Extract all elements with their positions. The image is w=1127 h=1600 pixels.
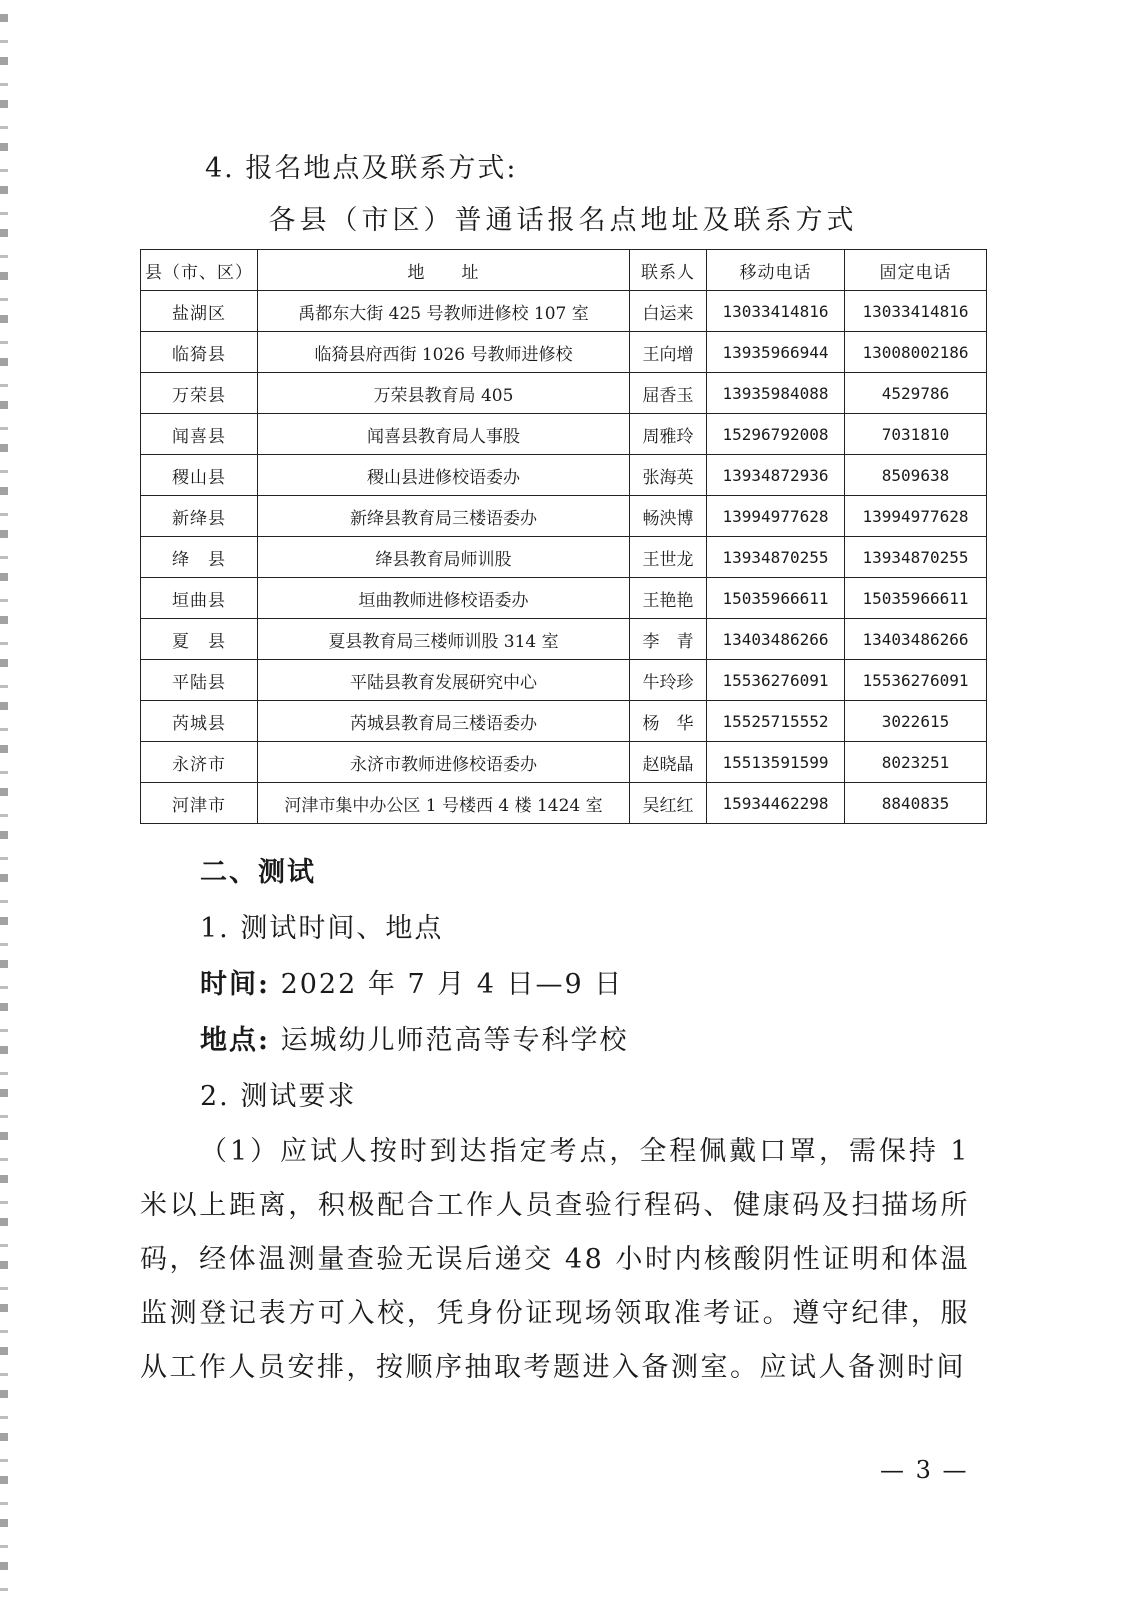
cell-address: 临猗县府西街 1026 号教师进修校 <box>258 332 630 373</box>
cell-phone: 7031810 <box>845 414 987 455</box>
table-row <box>141 414 987 455</box>
header-address: 地 址 <box>258 250 630 291</box>
cell-phone: 13994977628 <box>845 496 987 537</box>
cell-address: 新绛县教育局三楼语委办 <box>258 496 630 537</box>
cell-county: 垣曲县 <box>141 578 258 619</box>
cell-address: 禹都东大街 425 号教师进修校 107 室 <box>258 291 630 332</box>
cell-county: 芮城县 <box>141 701 258 742</box>
place-value: 运城幼儿师范高等专科学校 <box>280 1025 629 1056</box>
cell-address: 垣曲教师进修校语委办 <box>258 578 630 619</box>
table-row <box>141 537 987 578</box>
subheading-requirements: 2. 测试要求 <box>200 1081 357 1112</box>
cell-phone: 13033414816 <box>845 291 987 332</box>
cell-contact: 张海英 <box>630 455 707 496</box>
cell-address: 绛县教育局师训股 <box>258 537 630 578</box>
cell-mobile: 13994977628 <box>707 496 845 537</box>
table-row <box>141 496 987 537</box>
cell-phone: 13403486266 <box>845 619 987 660</box>
cell-contact: 王向增 <box>630 332 707 373</box>
cell-county: 绛 县 <box>141 537 258 578</box>
cell-mobile: 13033414816 <box>707 291 845 332</box>
table-row <box>141 619 987 660</box>
test-place-line <box>200 1018 629 1057</box>
cell-mobile: 13403486266 <box>707 619 845 660</box>
cell-contact: 牛玲珍 <box>630 660 707 701</box>
cell-mobile: 13934870255 <box>707 537 845 578</box>
test-time-line <box>200 962 623 1001</box>
cell-mobile: 15513591599 <box>707 742 845 783</box>
table-row <box>141 578 987 619</box>
table-row <box>141 332 987 373</box>
table-row <box>141 373 987 414</box>
cell-contact: 王艳艳 <box>630 578 707 619</box>
table-row <box>141 742 987 783</box>
cell-phone: 8023251 <box>845 742 987 783</box>
table-header-row <box>141 250 987 291</box>
cell-phone: 3022615 <box>845 701 987 742</box>
table-row <box>141 701 987 742</box>
section-heading-registration: 4. 报名地点及联系方式: <box>205 153 518 184</box>
cell-contact: 畅泱博 <box>630 496 707 537</box>
cell-mobile: 13934872936 <box>707 455 845 496</box>
cell-phone: 15536276091 <box>845 660 987 701</box>
cell-contact: 李 青 <box>630 619 707 660</box>
cell-contact: 吴红红 <box>630 783 707 824</box>
cell-mobile: 15035966611 <box>707 578 845 619</box>
page-number: — 3 — <box>880 1456 969 1484</box>
cell-address: 永济市教师进修校语委办 <box>258 742 630 783</box>
cell-phone: 8509638 <box>845 455 987 496</box>
table-row <box>141 783 987 824</box>
header-phone: 固定电话 <box>845 250 987 291</box>
time-label: 时间: <box>200 969 270 1000</box>
cell-contact: 白运来 <box>630 291 707 332</box>
cell-county: 永济市 <box>141 742 258 783</box>
table-title: 各县（市区）普通话报名点地址及联系方式 <box>268 205 858 236</box>
table-row <box>141 660 987 701</box>
cell-mobile: 15525715552 <box>707 701 845 742</box>
section-heading-test: 二、测试 <box>200 857 316 888</box>
cell-county: 万荣县 <box>141 373 258 414</box>
cell-contact: 赵晓晶 <box>630 742 707 783</box>
cell-county: 闻喜县 <box>141 414 258 455</box>
cell-county: 稷山县 <box>141 455 258 496</box>
cell-mobile: 15934462298 <box>707 783 845 824</box>
cell-phone: 15035966611 <box>845 578 987 619</box>
cell-contact: 屈香玉 <box>630 373 707 414</box>
registration-contacts-table <box>140 249 987 824</box>
place-label: 地点: <box>200 1025 270 1056</box>
cell-address: 平陆县教育发展研究中心 <box>258 660 630 701</box>
cell-county: 夏 县 <box>141 619 258 660</box>
cell-contact: 杨 华 <box>630 701 707 742</box>
cell-address: 芮城县教育局三楼语委办 <box>258 701 630 742</box>
cell-address: 万荣县教育局 405 <box>258 373 630 414</box>
cell-contact: 周雅玲 <box>630 414 707 455</box>
cell-mobile: 13935966944 <box>707 332 845 373</box>
cell-address: 夏县教育局三楼师训股 314 室 <box>258 619 630 660</box>
table-row <box>141 291 987 332</box>
header-contact: 联系人 <box>630 250 707 291</box>
cell-county: 盐湖区 <box>141 291 258 332</box>
subheading-time-place: 1. 测试时间、地点 <box>200 913 444 944</box>
cell-county: 平陆县 <box>141 660 258 701</box>
cell-contact: 王世龙 <box>630 537 707 578</box>
cell-mobile: 13935984088 <box>707 373 845 414</box>
cell-phone: 13008002186 <box>845 332 987 373</box>
table-row <box>141 455 987 496</box>
header-mobile: 移动电话 <box>707 250 845 291</box>
cell-mobile: 15296792008 <box>707 414 845 455</box>
cell-address: 河津市集中办公区 1 号楼西 4 楼 1424 室 <box>258 783 630 824</box>
cell-address: 闻喜县教育局人事股 <box>258 414 630 455</box>
cell-phone: 8840835 <box>845 783 987 824</box>
cell-county: 临猗县 <box>141 332 258 373</box>
cell-phone: 4529786 <box>845 373 987 414</box>
cell-phone: 13934870255 <box>845 537 987 578</box>
header-county: 县（市、区） <box>141 250 258 291</box>
time-value: 2022 年 7 月 4 日—9 日 <box>280 969 624 1000</box>
cell-county: 新绛县 <box>141 496 258 537</box>
cell-county: 河津市 <box>141 783 258 824</box>
cell-address: 稷山县进修校语委办 <box>258 455 630 496</box>
scan-edge-artifact <box>0 0 8 1600</box>
requirements-paragraph: （1）应试人按时到达指定考点，全程佩戴口罩，需保持 1 米以上距离，积极配合工作人员查验行程码、健康码及扫描场所码，经体温测量查验无误后递交 48 小时内核酸阴性证明和体温监测登记表方可入校，凭身份证现场领取准考证。遵守纪律，服从工作人员安排，按顺序抽取考题进入备测室。应试人备测时间 <box>140 1136 970 1383</box>
cell-mobile: 15536276091 <box>707 660 845 701</box>
